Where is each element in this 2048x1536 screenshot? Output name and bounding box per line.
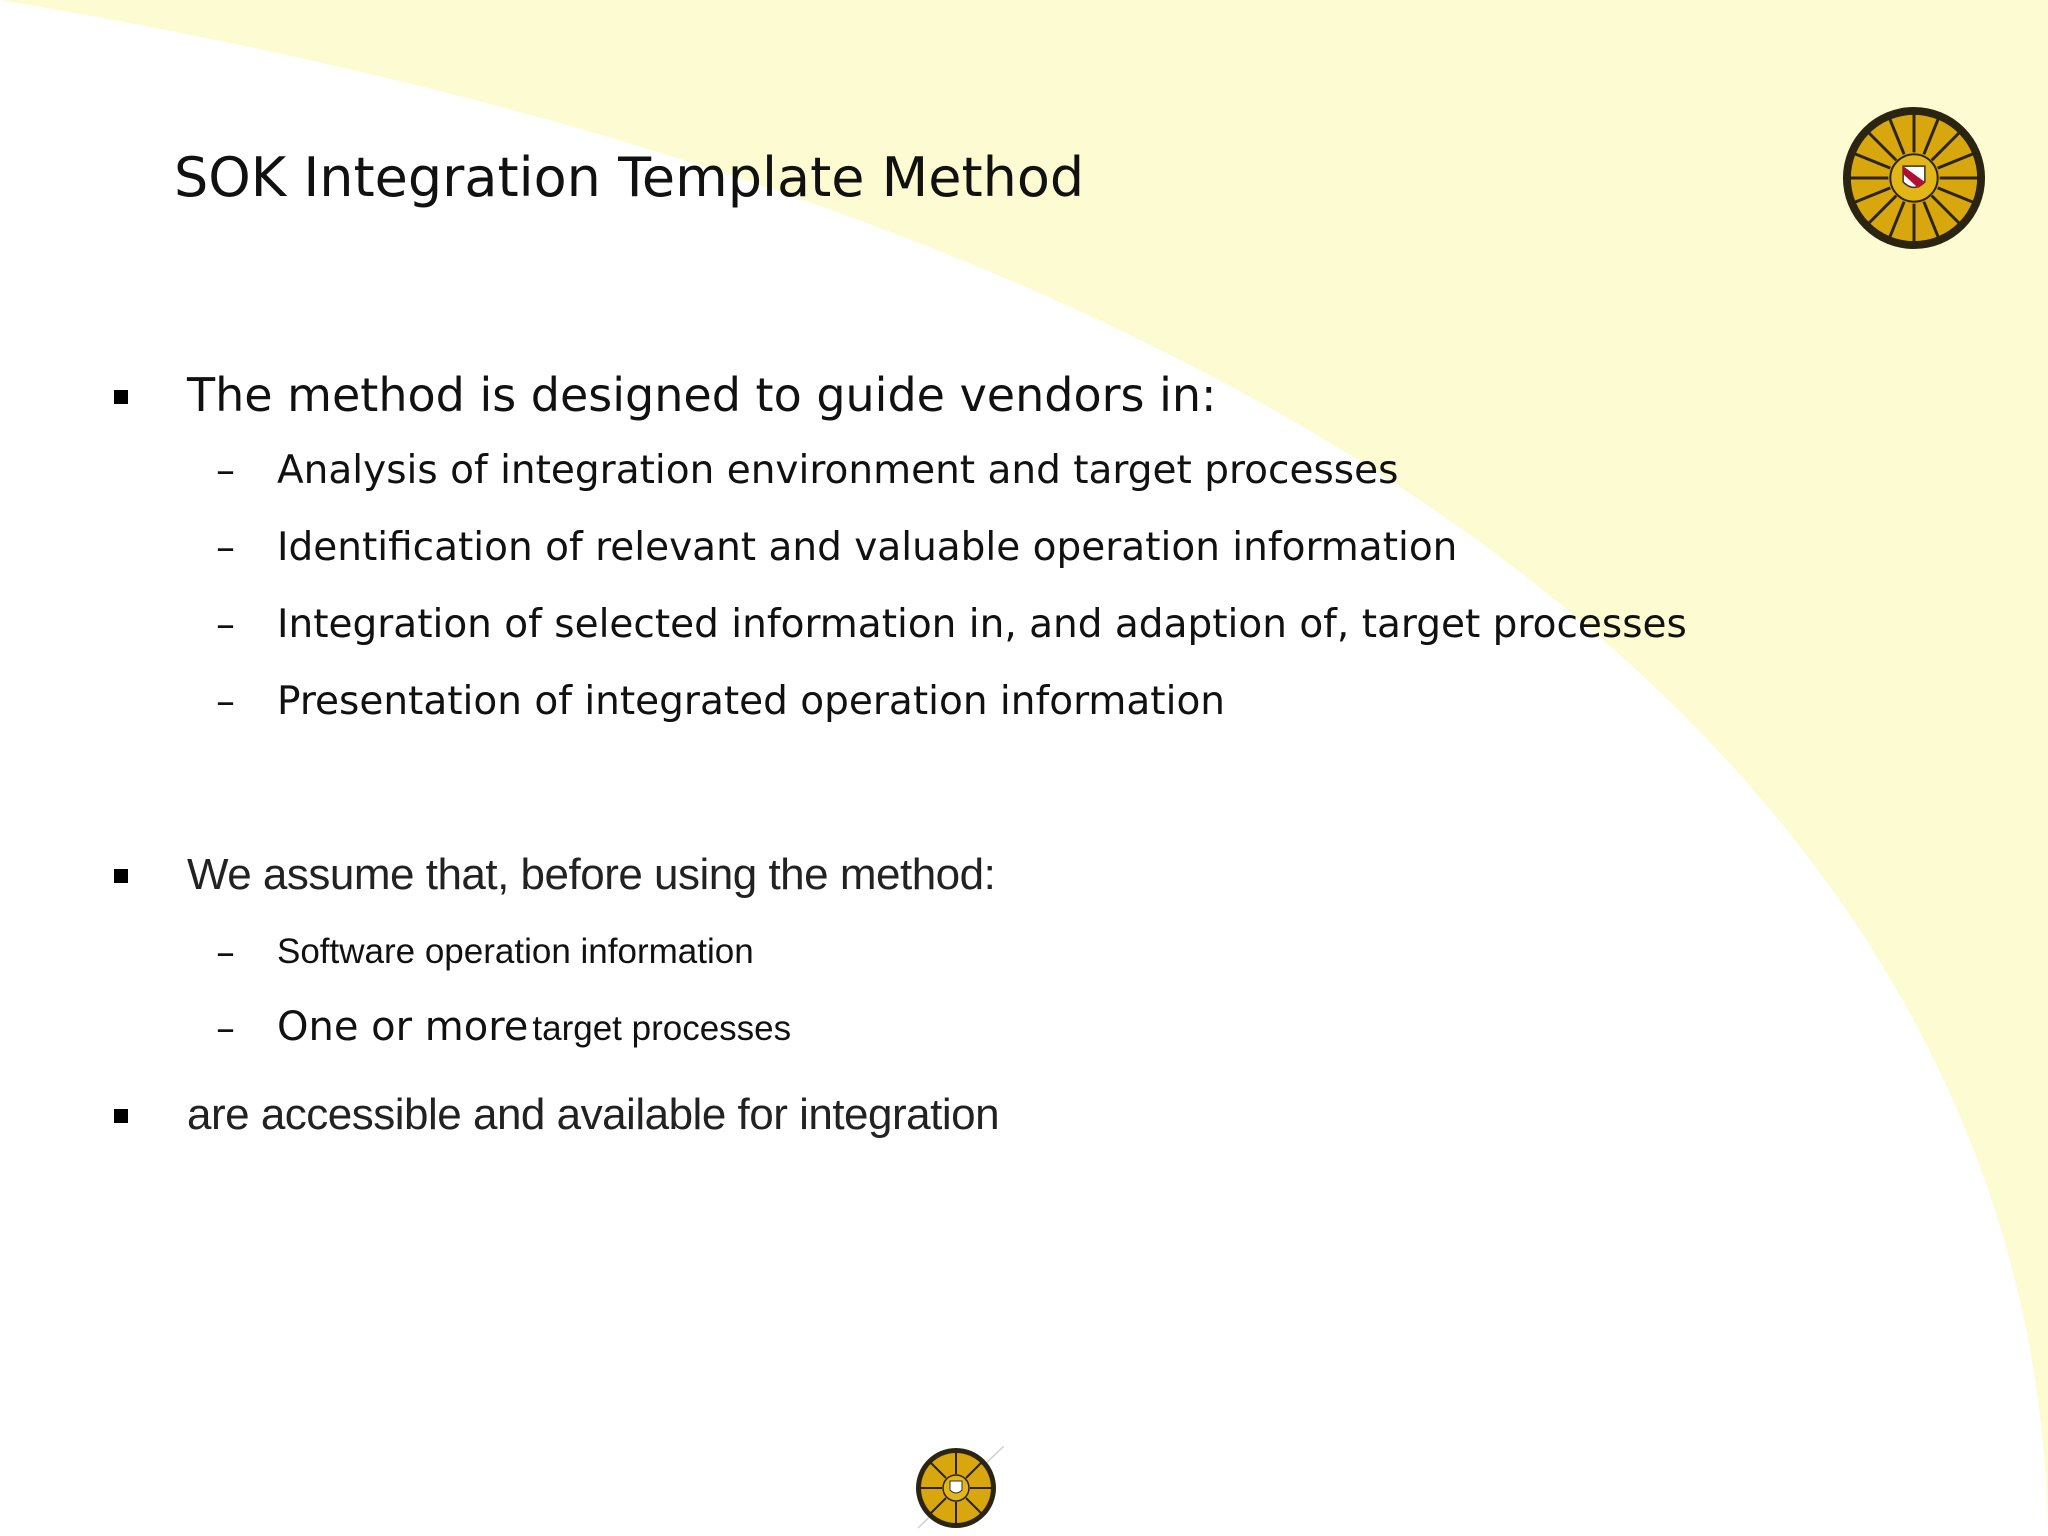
dash-icon: – xyxy=(216,679,235,723)
bullet-2-text: We assume that, before using the method: xyxy=(187,850,996,899)
dash-icon: – xyxy=(216,1006,235,1050)
dash-icon: – xyxy=(216,525,235,569)
square-bullet-icon xyxy=(114,1109,128,1123)
dash-icon: – xyxy=(216,930,235,974)
slide-title: SOK Integration Template Method xyxy=(174,146,1085,209)
dash-icon: – xyxy=(216,602,235,646)
subitem-2-2-part2: target processes xyxy=(532,1009,792,1048)
subitem-1-2: Identification of relevant and valuable operation information xyxy=(277,525,1458,570)
subitem-1-4: Presentation of integrated operation information xyxy=(277,679,1226,724)
university-seal-icon xyxy=(908,1446,1004,1530)
subitem-2-1: Software operation information xyxy=(277,932,754,971)
dash-icon: – xyxy=(216,448,235,492)
subitem-1-1: Analysis of integration environment and target processes xyxy=(277,448,1399,493)
subitem-2-2 xyxy=(277,1004,791,1050)
subitem-1-3: Integration of selected information in, and adaption of, target processes xyxy=(277,602,1687,647)
bullet-3-text: are accessible and available for integration xyxy=(187,1090,1000,1139)
university-seal-icon xyxy=(1840,104,1988,252)
square-bullet-icon xyxy=(114,390,128,404)
square-bullet-icon xyxy=(114,869,128,883)
subitem-2-2-part1: One or more xyxy=(277,1004,529,1050)
bullet-1-text: The method is designed to guide vendors in: xyxy=(187,368,1217,422)
